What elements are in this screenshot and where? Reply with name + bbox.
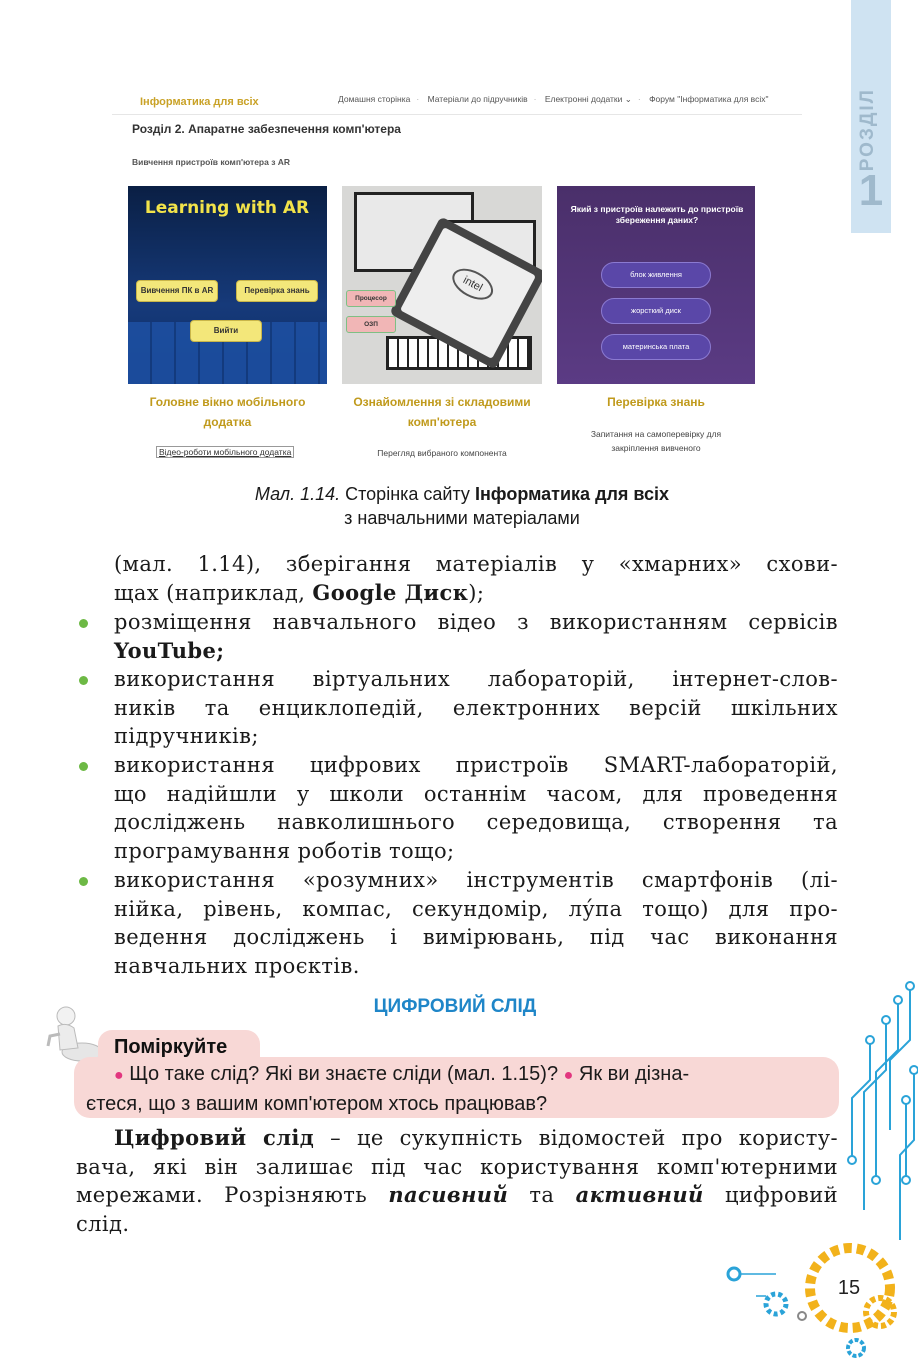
active-term: активний bbox=[575, 1182, 704, 1207]
card3-note: Запитання на самоперевірку для закріплення вивченого bbox=[590, 429, 722, 453]
think-label: Поміркуйте bbox=[98, 1030, 260, 1062]
ar-exit-button[interactable]: Вийти bbox=[190, 320, 262, 342]
chapter-tab-number: 1 bbox=[858, 166, 884, 215]
body-line: що надійшли у школи останнім часом, для проведення bbox=[114, 782, 838, 806]
chapter-tab-label: РОЗДІЛ bbox=[857, 88, 878, 172]
definition-line: вача, які він залишає під час користування комп'ютерними bbox=[76, 1155, 838, 1179]
quiz-option-hdd[interactable]: жорсткий диск bbox=[601, 298, 711, 324]
passive-term: пасивний bbox=[388, 1182, 509, 1207]
bullet-icon bbox=[76, 615, 90, 629]
pink-bullet-icon: ● bbox=[114, 1067, 124, 1084]
body-line: використання цифрових пристроїв SMART-лабораторій, bbox=[114, 753, 838, 777]
body-line: ників та енциклопедій, електронних версій шкільних bbox=[114, 696, 838, 720]
bullet-icon bbox=[76, 873, 90, 887]
site-logo[interactable]: Інформатика для всіх bbox=[140, 96, 259, 108]
nav-materials[interactable]: Матеріали до підручників bbox=[427, 94, 528, 104]
definition-term: Цифровий слід bbox=[114, 1125, 315, 1150]
quiz-option-power[interactable]: блок живлення bbox=[601, 262, 711, 288]
body-line: розміщення навчального відео з використанням сервісів bbox=[114, 610, 838, 634]
body-line: YouTube; bbox=[114, 638, 225, 663]
quiz-question: Який з пристроїв належить до пристроїв збереження даних? bbox=[570, 204, 744, 226]
caption-line2: з навчальними матеріалами bbox=[344, 508, 580, 528]
think-question-2b: єтеся, що з вашим комп'ютером хтось працював? bbox=[86, 1093, 548, 1115]
computer-components-image bbox=[342, 186, 542, 384]
body-line: (мал. 1.14), зберігання матеріалів у «хмарних» схови- bbox=[114, 552, 838, 576]
section-heading: ЦИФРОВИЙ СЛІД bbox=[373, 996, 537, 1017]
section-title: Розділ 2. Апаратне забезпечення комп'ютера bbox=[132, 122, 401, 136]
bullet-icon bbox=[76, 672, 90, 686]
ar-app-title: Learning with AR bbox=[144, 198, 310, 218]
sub-title: Вивчення пристроїв комп'ютера з AR bbox=[132, 157, 291, 167]
body-line: підручників; bbox=[114, 724, 259, 748]
video-link[interactable]: Відео-роботи мобільного додатка bbox=[156, 446, 294, 458]
ar-study-button[interactable]: Вивчення ПК в AR bbox=[136, 280, 218, 302]
circuit-decoration-icon bbox=[840, 980, 918, 1270]
thinker-figure-icon bbox=[44, 1002, 104, 1064]
chapter-tab bbox=[851, 0, 891, 233]
body-line: навчальних проєктів. bbox=[114, 954, 360, 978]
caption-label: Мал. 1.14. bbox=[254, 484, 341, 504]
pink-bullet-icon: ● bbox=[563, 1067, 574, 1084]
nav-apps[interactable]: Електронні додатки ⌄ bbox=[544, 94, 632, 104]
definition-line: слід. bbox=[76, 1212, 130, 1236]
definition-line: Цифровий слід – це сукупність відомостей про користу- bbox=[114, 1125, 838, 1150]
body-line: ведення досліджень і вимірювань, під час виконання bbox=[114, 925, 838, 949]
body-line: використання «розумних» інструментів смартфонів (лі- bbox=[114, 868, 838, 892]
card1-caption: Головне вікно мобільного додатка bbox=[149, 395, 306, 429]
definition-line: мережами. Розрізняють пасивний та активний цифровий bbox=[76, 1182, 839, 1207]
think-question-1: Що таке слід? Які ви знаєте сліди (мал. 1.15)? bbox=[129, 1063, 559, 1085]
ram-button[interactable]: ОЗП bbox=[346, 316, 396, 333]
caption-site-name: Інформатика для всіх bbox=[474, 484, 670, 504]
cpu-button[interactable]: Процесор bbox=[346, 290, 396, 307]
card2-caption: Ознайомлення зі складовими комп'ютера bbox=[353, 395, 531, 429]
nav-forum[interactable]: Форум "Інформатика для всіх" bbox=[649, 94, 769, 104]
quiz-option-motherboard[interactable]: материнська плата bbox=[601, 334, 711, 360]
quiz-image bbox=[557, 186, 755, 384]
website-screenshot bbox=[112, 84, 802, 464]
ar-check-button[interactable]: Перевірка знань bbox=[236, 280, 318, 302]
ar-app-image bbox=[128, 186, 327, 384]
gears-decoration-icon bbox=[716, 1236, 916, 1360]
body-line: досліджень навколишнього середовища, створення та bbox=[114, 810, 838, 834]
figure-caption: Мал. 1.14. Сторінка сайту Інформатика для всіх з навчальними матеріалами bbox=[112, 482, 812, 530]
nav-home[interactable]: Домашня сторінка bbox=[338, 94, 411, 104]
think-box bbox=[74, 1057, 839, 1118]
nav-divider bbox=[112, 114, 802, 115]
intel-logo: intel bbox=[447, 262, 498, 306]
nav-links: Домашня сторінка · Матеріали до підручників · Електронні додатки ⌄ · Форум "Інформатика для всіх" bbox=[338, 94, 769, 104]
body-line: щах (наприклад, Google Диск); bbox=[114, 580, 485, 605]
bullet-icon bbox=[76, 758, 90, 772]
body-line: програмування роботів тощо; bbox=[114, 839, 455, 863]
page-number: 15 bbox=[837, 1277, 861, 1299]
site-nav bbox=[112, 84, 802, 114]
body-line: використання віртуальних лабораторій, інтернет-слов- bbox=[114, 667, 838, 691]
think-question-2a: Як ви дізна- bbox=[578, 1063, 690, 1085]
body-line: нійка, рівень, компас, секундомір, лу́па тощо) для про- bbox=[114, 897, 838, 921]
card3-caption: Перевірка знань bbox=[607, 395, 705, 409]
card2-note: Перегляд вибраного компонента bbox=[377, 448, 507, 458]
